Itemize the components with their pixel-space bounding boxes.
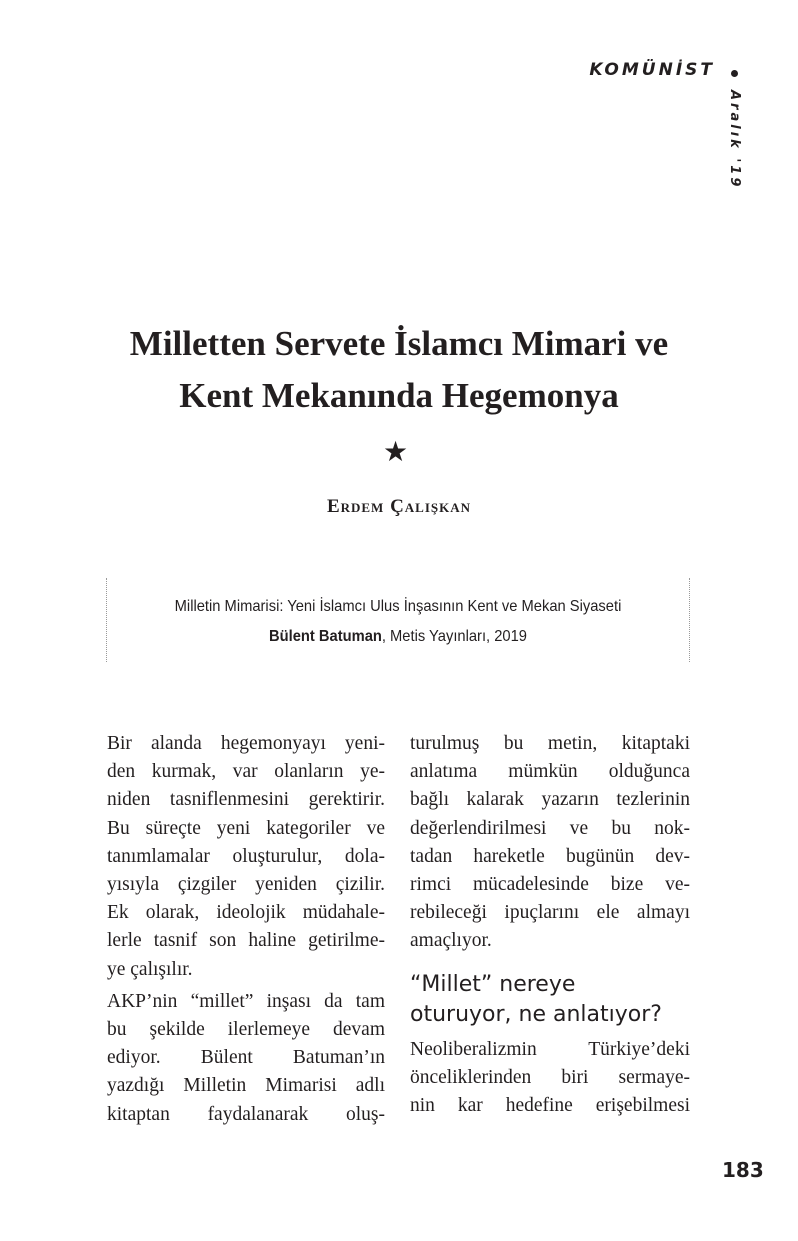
left-column	[107, 730, 385, 1129]
book-author: Bülent Batuman	[269, 628, 382, 645]
issue-date: Aralık '19	[727, 90, 742, 190]
text-line: yazdığı Milletin Mimarisi adlı	[107, 1075, 385, 1097]
heading-line: “Millet” nereye	[410, 971, 576, 997]
book-publisher: , Metis Yayınları, 2019	[381, 628, 527, 645]
text-line: yısıyla çizgiler yeniden çizilir.	[107, 874, 385, 896]
paragraph	[410, 730, 690, 956]
text-line: Ek olarak, ideolojik müdahale-	[107, 902, 385, 924]
star-icon: ★	[383, 437, 409, 468]
title-line: Kent Mekanında Hegemonya	[179, 376, 619, 415]
text-line: niden tasniflenmesini gerektirir.	[107, 789, 385, 811]
text-line: den kurmak, var olanların ye-	[107, 761, 385, 783]
text-line: nin kar hedefine erişebilmesi	[410, 1095, 690, 1117]
text-line: turulmuş bu metin, kitaptaki	[410, 733, 690, 754]
page-number: 183	[722, 1158, 764, 1182]
book-meta	[130, 622, 665, 652]
text-line: AKP’nin “millet” inşası da tam	[107, 990, 385, 1012]
text-line: değerlendirilmesi ve bu nok-	[410, 817, 690, 839]
magazine-name: KOMÜNİST	[589, 60, 715, 80]
title-line: Milletten Servete İslamcı Mimari ve	[129, 324, 669, 363]
text-line: Neoliberalizmin Türkiye’deki	[410, 1038, 690, 1060]
text-line: tadan hareketle bugünün dev-	[410, 845, 690, 867]
text-line: tanımlamalar oluşturulur, dola-	[107, 845, 385, 867]
paragraph	[410, 1036, 690, 1121]
text-line: ediyor. Bülent Batuman’ın	[107, 1047, 385, 1069]
section-heading	[410, 970, 690, 1030]
right-column	[410, 730, 690, 1120]
text-line: ye çalışılır.	[107, 958, 193, 980]
text-line: bu şekilde ilerlemeye devam	[107, 1019, 385, 1041]
text-line: rebileceği ipuçlarını ele almayı	[410, 902, 690, 924]
text-line: lerle tasnif son haline getirilme-	[107, 930, 385, 952]
paragraph	[107, 988, 385, 1129]
text-line: rimci mücadelesinde bize ve-	[410, 874, 690, 896]
text-line: bağlı kalarak yazarın tezlerinin	[410, 789, 690, 811]
text-line: anlatıma mümkün olduğunca	[410, 761, 690, 783]
book-reference-box	[106, 578, 690, 662]
text-line: önceliklerinden biri sermaye-	[410, 1066, 690, 1088]
article-title	[0, 318, 798, 422]
text-line: Bir alanda hegemonyayı yeni-	[107, 733, 385, 754]
article-author: Erdem Çalışkan	[326, 496, 472, 517]
bullet-dot	[731, 70, 738, 77]
text-line: Bu süreçte yeni kategoriler ve	[107, 817, 385, 839]
heading-line: oturuyor, ne anlatıyor?	[410, 1001, 662, 1027]
text-line: amaçlıyor.	[410, 930, 492, 952]
book-title: Milletin Mimarisi: Yeni İslamcı Ulus İnşasının Kent ve Mekan Siyaseti	[174, 598, 622, 615]
paragraph	[107, 730, 385, 984]
text-line: kitaptan faydalanarak oluş-	[107, 1103, 385, 1125]
